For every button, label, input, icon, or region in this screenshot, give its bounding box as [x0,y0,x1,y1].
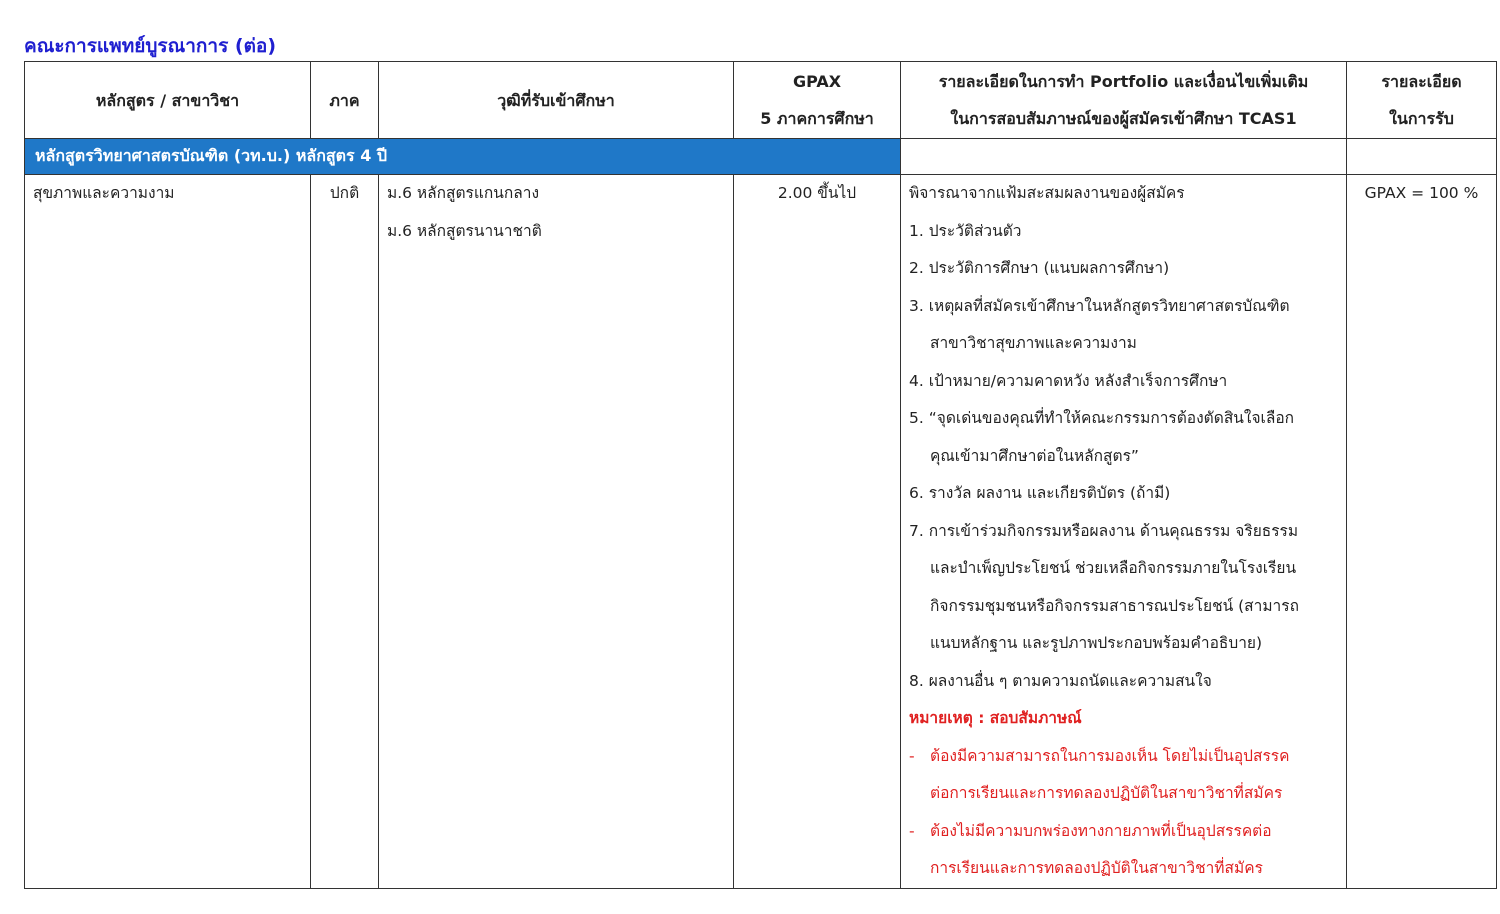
header-gpax [734,62,901,139]
admission-table [24,61,1497,889]
qualification-item: ม.6 หลักสูตรแกนกลาง [387,184,540,202]
admission-detail-cell [1347,175,1497,889]
note-bullet: - [909,746,915,765]
gpax-value: 2.00 ขึ้นไป [777,184,857,202]
section-band-empty-cell [1347,139,1497,175]
page-heading: คณะการแพทย์บูรณาการ (ต่อ) [24,35,277,57]
header-detail-line1: รายละเอียด [1381,72,1462,91]
program-cell [25,175,311,889]
term-value: ปกติ [329,184,360,202]
header-gpax-line1: GPAX [792,72,842,91]
note-title: หมายเหตุ : สอบสัมภาษณ์ [909,709,1082,727]
portfolio-item: 7. การเข้าร่วมกิจกรรมหรือผลงาน ด้านคุณธรรม จริยธรรม [909,521,1299,540]
portfolio-item-continued: แนบหลักฐาน และรูปภาพประกอบพร้อมคำอธิบาย) [930,634,1263,652]
header-program-label: หลักสูตร / สาขาวิชา [95,90,240,110]
table-row [25,175,1497,889]
note-item-continued: ต่อการเรียนและการทดลองปฏิบัติในสาขาวิชาที่สมัคร [930,784,1283,802]
header-portfolio-line1: รายละเอียดในการทำ Portfolio และเงื่อนไขเพิ่มเติม [938,72,1309,91]
section-band-empty-cell [901,139,1347,175]
header-term [311,62,379,139]
header-qualification-label: วุฒิที่รับเข้าศึกษา [497,90,615,110]
note-bullet: - [909,821,915,840]
header-program [25,62,311,139]
gpax-cell [734,175,901,889]
section-band-row [25,139,1497,175]
header-detail-line2: ในการรับ [1389,109,1454,128]
qualification-item: ม.6 หลักสูตรนานาชาติ [387,221,542,240]
portfolio-item: 4. เป้าหมาย/ความคาดหวัง หลังสำเร็จการศึกษา [909,371,1228,390]
header-qualification [379,62,734,139]
portfolio-intro: พิจารณาจากแฟ้มสะสมผลงานของผู้สมัคร [909,184,1185,202]
note-item [909,813,1338,851]
section-band: หลักสูตรวิทยาศาสตรบัณฑิต (วท.บ.) หลักสูตร 4 ปี [25,139,901,175]
portfolio-item: 8. ผลงานอื่น ๆ ตามความถนัดและความสนใจ [909,671,1212,690]
portfolio-item: 6. รางวัล ผลงาน และเกียรติบัตร (ถ้ามี) [909,484,1171,502]
portfolio-item: 3. เหตุผลที่สมัครเข้าศึกษาในหลักสูตรวิทยาศาสตรบัณฑิต [909,296,1290,315]
portfolio-item-continued: กิจกรรมชุมชนหรือกิจกรรมสาธารณประโยชน์ (สามารถ [930,596,1299,615]
portfolio-item: 2. ประวัติการศึกษา (แนบผลการศึกษา) [909,259,1170,277]
portfolio-item-continued: สาขาวิชาสุขภาพและความงาม [930,334,1137,352]
header-portfolio-line2: ในการสอบสัมภาษณ์ของผู้สมัครเข้าศึกษา TCAS1 [950,109,1297,128]
note-text: ต้องไม่มีความบกพร่องทางกายภาพที่เป็นอุปสรรคต่อ [930,821,1272,840]
header-admission-detail [1347,62,1497,139]
admission-detail-value: GPAX = 100 % [1364,184,1479,202]
note-item-continued: การเรียนและการทดลองปฏิบัติในสาขาวิชาที่สมัคร [930,859,1263,877]
header-row [25,62,1497,139]
header-term-label: ภาค [329,90,360,110]
portfolio-cell [901,175,1347,889]
portfolio-item: 5. “จุดเด่นของคุณที่ทำให้คณะกรรมการต้องตัดสินใจเลือก [909,409,1295,427]
portfolio-item-continued: และบำเพ็ญประโยชน์ ช่วยเหลือกิจกรรมภายในโรงเรียน [930,559,1297,577]
note-text: ต้องมีความสามารถในการมองเห็น โดยไม่เป็นอุปสรรค [930,746,1290,765]
note-item [909,738,1338,776]
qualification-cell [379,175,734,889]
term-cell [311,175,379,889]
portfolio-item-continued: คุณเข้ามาศึกษาต่อในหลักสูตร” [930,446,1139,465]
header-portfolio [901,62,1347,139]
header-gpax-line2: 5 ภาคการศึกษา [760,109,874,128]
portfolio-item: 1. ประวัติส่วนตัว [909,221,1022,240]
program-name: สุขภาพและความงาม [33,184,175,202]
